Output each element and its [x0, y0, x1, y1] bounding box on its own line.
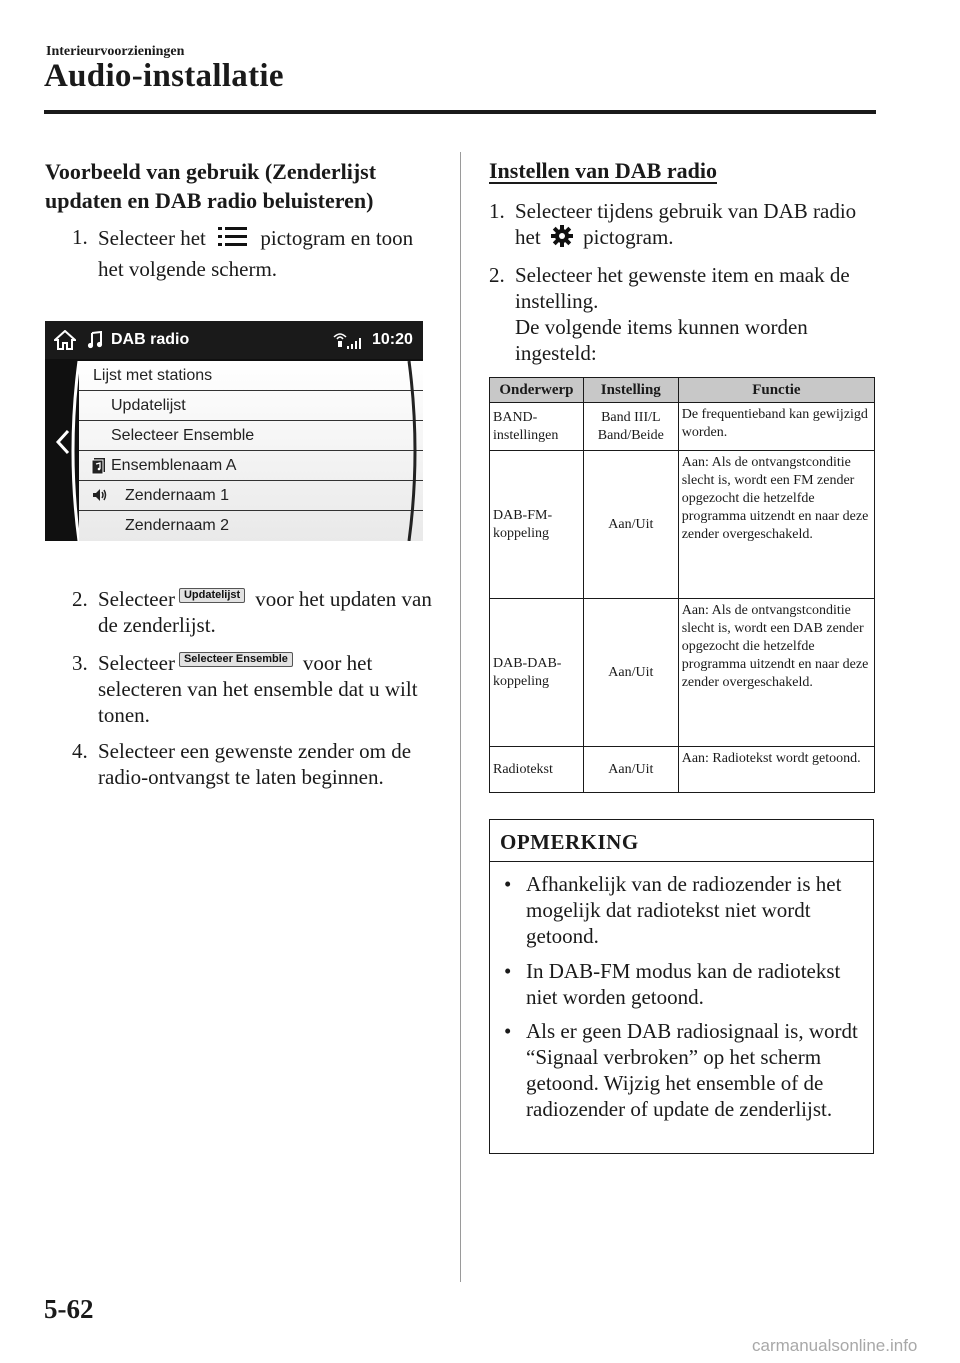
step-number: 1.	[489, 199, 505, 223]
list-item-ensemble[interactable]	[79, 451, 423, 481]
step-text: Selecteer	[98, 587, 175, 611]
bullet-dot: •	[504, 959, 512, 983]
dab-setup-heading: Instellen van DAB radio	[489, 158, 717, 183]
note-bullet	[504, 871, 869, 949]
note-bullet	[504, 958, 869, 1010]
list-item-label: Zendernaam 2	[125, 517, 230, 534]
list-item-label: Ensemblenaam A	[111, 457, 237, 474]
bullet-text: Afhankelijk van de radiozender is het mogelijk dat radiotekst niet wordt getoond.	[526, 872, 842, 948]
speaker-icon	[91, 487, 109, 508]
step-2	[72, 586, 432, 638]
table-cell: Band III/L Band/Beide	[583, 403, 678, 451]
right-step-1	[489, 198, 879, 254]
screen-header	[45, 321, 423, 359]
column-divider	[460, 152, 461, 1282]
note-divider	[490, 861, 873, 862]
page-title: Audio-installatie	[44, 58, 284, 94]
column-header: Functie	[678, 378, 874, 403]
right-step-2	[489, 262, 879, 366]
section-label: Interieurvoorzieningen	[46, 44, 185, 59]
watermark: carmanualsonline.info	[752, 1336, 918, 1355]
step-number: 2.	[72, 587, 88, 611]
step-number: 4.	[72, 739, 88, 763]
bullet-text: Als er geen DAB radiosignaal is, wordt “Signaal verbroken” op het scherm getoond. Wijzig het ensemble of de radiozender of update de zenderlijst.	[526, 1019, 858, 1121]
list-item-updatelijst[interactable]	[79, 391, 423, 421]
right-arc-decoration	[407, 361, 421, 541]
page-number: 5-62	[44, 1294, 94, 1324]
selecteer-ensemble-button[interactable]: Selecteer Ensemble	[179, 652, 293, 667]
bullet-text: In DAB-FM modus kan de radiotekst niet worden getoond.	[526, 959, 841, 1009]
step-number: 2.	[489, 263, 505, 287]
table-cell: Aan: Als de ontvangstconditie slecht is, wordt een DAB zender opgezocht die hetzelfde programma uitzendt en naar deze zender overgeschakeld.	[678, 599, 874, 747]
table-header-row	[490, 378, 875, 403]
table-cell: Aan: Als de ontvangstconditie slecht is, wordt een FM zender opgezocht die hetzelfde programma uitzendt en naar deze zender overgeschakeld.	[678, 451, 874, 599]
ensemble-icon	[91, 457, 107, 480]
step-3	[72, 650, 432, 728]
note-bullet	[504, 1018, 869, 1122]
table-row	[490, 403, 875, 451]
note-title: OPMERKING	[500, 830, 639, 854]
table-cell: Aan/Uit	[583, 599, 678, 747]
back-chevron-icon[interactable]	[55, 429, 71, 460]
settings-table	[489, 377, 875, 793]
step-text: pictogram en toon het volgende scherm.	[98, 225, 414, 281]
list-icon	[215, 224, 251, 256]
table-row	[490, 747, 875, 793]
signal-strength-icon	[332, 329, 366, 356]
table-cell: Aan/Uit	[583, 451, 678, 599]
list-item-selecteer-ensemble[interactable]	[79, 421, 423, 451]
bullet-dot: •	[504, 1019, 512, 1043]
table-row	[490, 451, 875, 599]
step-number: 1.	[72, 225, 88, 249]
list-item	[79, 361, 423, 391]
screen-title: DAB radio	[111, 331, 190, 348]
list-item-station[interactable]	[79, 481, 423, 511]
list-item-label: Selecteer Ensemble	[111, 427, 255, 444]
step-text: Selecteer	[98, 651, 175, 675]
table-cell: BAND-instellingen	[490, 403, 584, 451]
list-item-station[interactable]	[79, 511, 423, 540]
note-box	[489, 819, 874, 1154]
step-text: voor het selecteren van het ensemble dat u wilt tonen.	[98, 651, 418, 727]
updatelijst-button[interactable]: Updatelijst	[179, 588, 245, 603]
step-text: Selecteer het	[98, 225, 206, 250]
home-icon[interactable]	[54, 330, 76, 355]
table-cell: Aan/Uit	[583, 747, 678, 793]
step-text: Selecteer het gewenste item en maak de instelling.	[515, 263, 850, 313]
step-4	[72, 738, 432, 790]
dab-radio-screen	[45, 321, 423, 541]
gear-icon	[550, 224, 574, 254]
list-item-label: Updatelijst	[111, 397, 186, 414]
header-rule	[44, 110, 876, 114]
step-1	[72, 224, 432, 282]
table-cell: DAB-FM-koppeling	[490, 451, 584, 599]
music-note-icon	[87, 331, 103, 354]
table-cell: Aan: Radiotekst wordt getoond.	[678, 747, 874, 793]
bullet-dot: •	[504, 872, 512, 896]
screen-clock: 10:20	[372, 331, 413, 348]
list-item-label: Zendernaam 1	[125, 487, 230, 504]
table-cell: De frequentieband kan gewijzigd worden.	[678, 403, 874, 451]
table-cell: Radiotekst	[490, 747, 584, 793]
table-row	[490, 599, 875, 747]
example-heading: Voorbeeld van gebruik (Zenderlijst updaten en DAB radio beluisteren)	[45, 159, 377, 213]
step-text: voor het updaten van de zenderlijst.	[98, 587, 432, 637]
step-text: Selecteer tijdens gebruik van DAB radio het	[515, 199, 857, 249]
step-number: 3.	[72, 651, 88, 675]
station-list	[79, 361, 423, 541]
column-header: Onderwerp	[490, 378, 584, 403]
column-header: Instelling	[583, 378, 678, 403]
step-text: De volgende items kunnen worden ingesteld:	[515, 315, 808, 365]
step-text: Selecteer een gewenste zender om de radio-ontvangst te laten beginnen.	[98, 739, 412, 789]
step-text: pictogram.	[583, 225, 674, 249]
list-item-label: Lijst met stations	[93, 367, 213, 384]
table-cell: DAB-DAB-koppeling	[490, 599, 584, 747]
